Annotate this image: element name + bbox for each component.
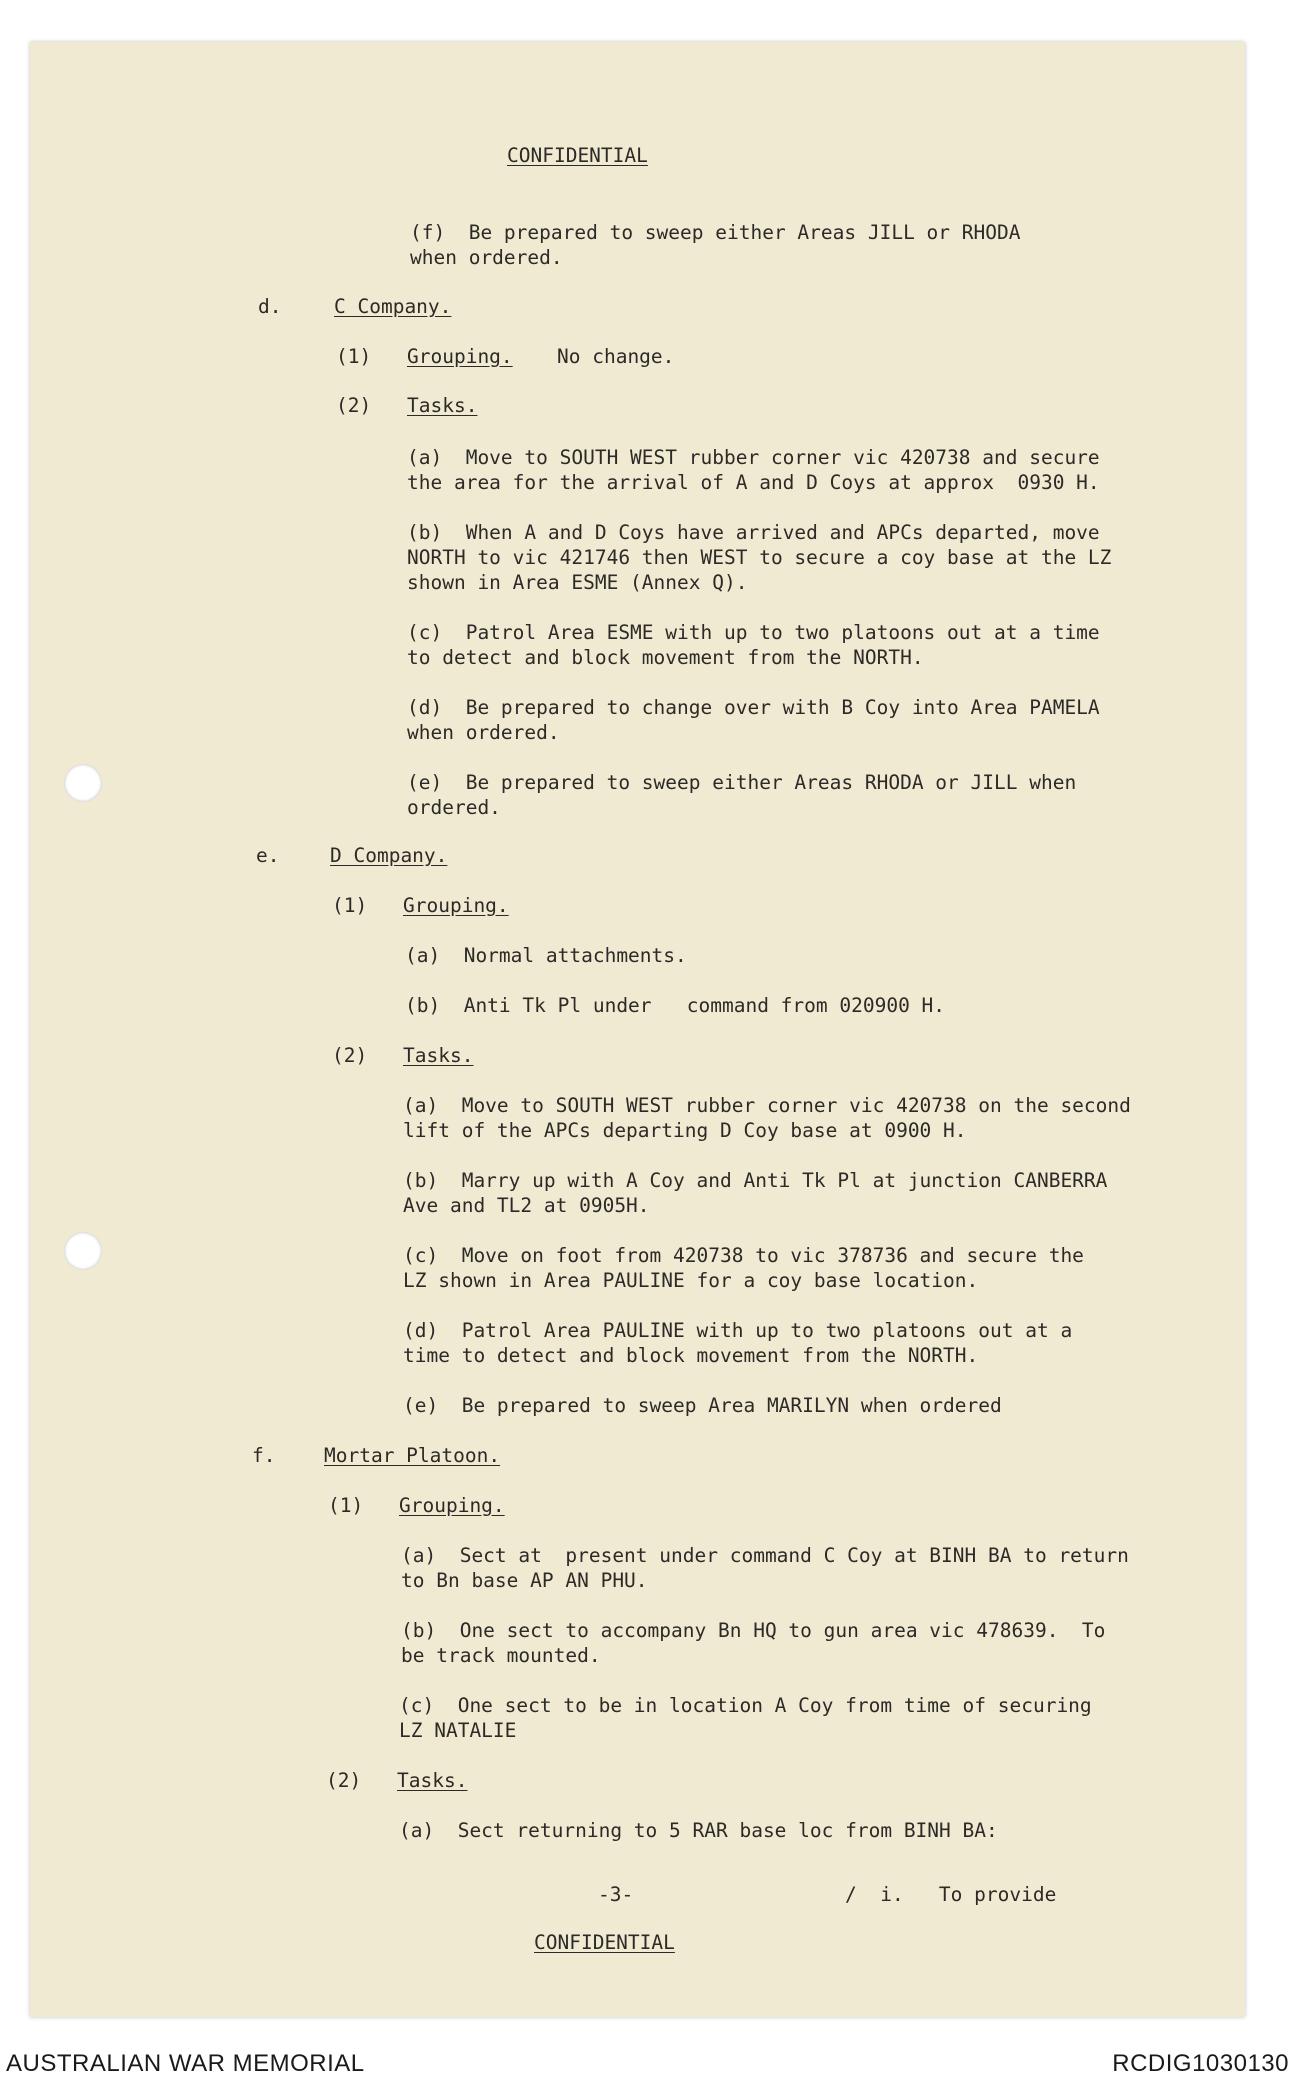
para-text: LZ shown in Area PAULINE for a coy base location. <box>403 1269 979 1292</box>
para-text: No change. <box>557 345 675 368</box>
para-text: (a) Move to SOUTH WEST rubber corner vic 420738 on the second <box>403 1094 1131 1117</box>
subsection-number: (2) <box>336 394 372 417</box>
subsection-number: (1) <box>332 894 368 917</box>
para-text: time to detect and block movement from the NORTH. <box>403 1344 979 1367</box>
document-page <box>30 42 1245 2017</box>
subsection-title: Grouping. <box>407 345 513 368</box>
continuation-note: / i. To provide <box>845 1883 1057 1906</box>
para-text: to detect and block movement from the NORTH. <box>407 646 924 669</box>
subsection-number: (1) <box>336 345 372 368</box>
section-title: D Company. <box>330 844 448 867</box>
para-text: (b) When A and D Coys have arrived and APCs departed, move <box>407 521 1100 544</box>
footer-classification: CONFIDENTIAL <box>534 1931 675 1954</box>
para-text: (a) Sect returning to 5 RAR base loc from BINH BA: <box>399 1819 998 1842</box>
para-text: (e) Be prepared to sweep Area MARILYN when ordered <box>403 1394 1002 1417</box>
para-text: (b) Anti Tk Pl under command from 020900 H. <box>405 994 946 1017</box>
para-text: the area for the arrival of A and D Coys at approx 0930 H. <box>407 471 1100 494</box>
para-text: LZ NATALIE <box>399 1719 517 1742</box>
para-text: Ave and TL2 at 0905H. <box>403 1194 650 1217</box>
subsection-title: Grouping. <box>399 1494 505 1517</box>
para-text: when ordered. <box>407 721 560 744</box>
para-text: (f) Be prepared to sweep either Areas JILL or RHODA <box>410 221 1021 244</box>
para-text: (a) Normal attachments. <box>405 944 687 967</box>
para-text: (b) Marry up with A Coy and Anti Tk Pl at junction CANBERRA <box>403 1169 1108 1192</box>
section-title: Mortar Platoon. <box>324 1444 501 1467</box>
section-title: C Company. <box>334 295 452 318</box>
para-text: NORTH to vic 421746 then WEST to secure a coy base at the LZ <box>407 546 1112 569</box>
para-text: ordered. <box>407 796 501 819</box>
para-text: (a) Sect at present under command C Coy at BINH BA to return <box>401 1544 1129 1567</box>
para-text: (c) Patrol Area ESME with up to two platoons out at a time <box>407 621 1100 644</box>
para-text: (d) Be prepared to change over with B Coy into Area PAMELA <box>407 696 1100 719</box>
subsection-title: Tasks. <box>403 1044 474 1067</box>
section-label: f. <box>252 1444 276 1467</box>
punch-hole <box>64 764 102 802</box>
subsection-number: (2) <box>326 1769 362 1792</box>
subsection-title: Tasks. <box>407 394 478 417</box>
para-text: (a) Move to SOUTH WEST rubber corner vic 420738 and secure <box>407 446 1100 469</box>
para-text: shown in Area ESME (Annex Q). <box>407 571 748 594</box>
archive-id: RCDIG1030130 <box>1112 2050 1289 2077</box>
para-text: be track mounted. <box>401 1644 601 1667</box>
page-number: -3- <box>598 1883 634 1906</box>
subsection-number: (2) <box>332 1044 368 1067</box>
punch-hole <box>64 1232 102 1270</box>
header-classification: CONFIDENTIAL <box>507 144 648 167</box>
para-text: lift of the APCs departing D Coy base at 0900 H. <box>403 1119 967 1142</box>
subsection-title: Tasks. <box>397 1769 468 1792</box>
archive-credit: AUSTRALIAN WAR MEMORIAL <box>6 2050 365 2077</box>
para-text: to Bn base AP AN PHU. <box>401 1569 648 1592</box>
para-text: (b) One sect to accompany Bn HQ to gun area vic 478639. To <box>401 1619 1106 1642</box>
para-text: (c) One sect to be in location A Coy from time of securing <box>399 1694 1092 1717</box>
para-text: (d) Patrol Area PAULINE with up to two platoons out at a <box>403 1319 1073 1342</box>
subsection-number: (1) <box>328 1494 364 1517</box>
section-label: e. <box>256 844 280 867</box>
para-text: (e) Be prepared to sweep either Areas RHODA or JILL when <box>407 771 1077 794</box>
para-text: when ordered. <box>410 246 563 269</box>
para-text: (c) Move on foot from 420738 to vic 378736 and secure the <box>403 1244 1084 1267</box>
subsection-title: Grouping. <box>403 894 509 917</box>
section-label: d. <box>258 295 282 318</box>
